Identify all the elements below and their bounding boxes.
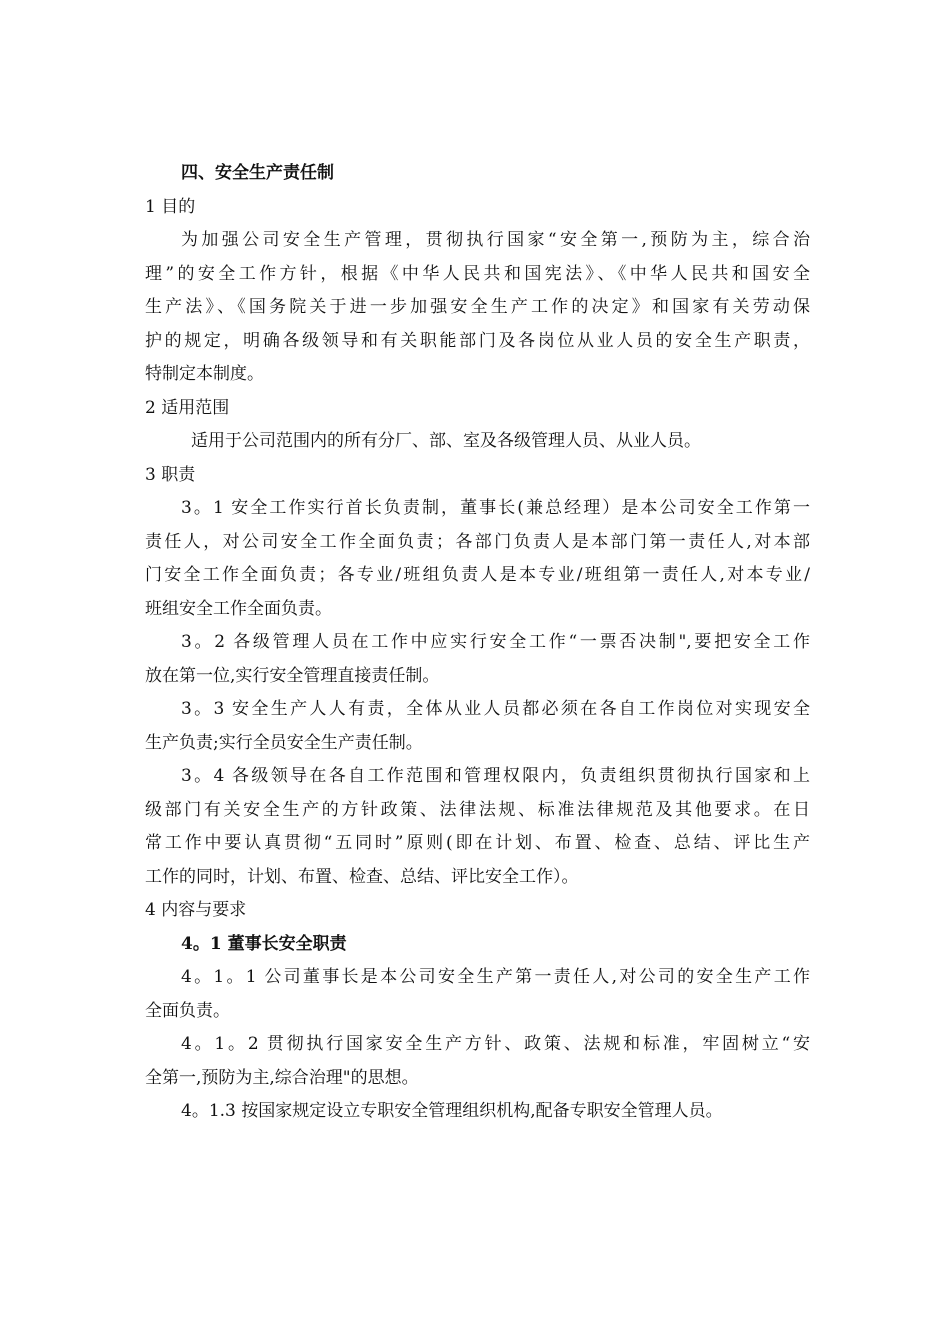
paragraph-line: 责任人，对公司安全工作全面负责；各部门负责人是本部门第一责任人,对本部 xyxy=(145,531,810,552)
paragraph-line: 级部门有关安全生产的方针政策、法律法规、标准法律规范及其他要求。在日 xyxy=(145,799,810,820)
paragraph-line: 3。2 各级管理人员在工作中应实行安全工作“一票否决制",要把安全工作 xyxy=(181,632,810,652)
paragraph-line: 3。3 安全生产人人有责，全体从业人员都必须在各自工作岗位对实现安全 xyxy=(181,699,810,719)
section-title-purpose: 1 目的 xyxy=(145,196,196,217)
paragraph-line: 全面负责。 xyxy=(145,1000,230,1021)
section-title-scope: 2 适用范围 xyxy=(145,397,230,418)
paragraph-line: 4。1。1 公司董事长是本公司安全生产第一责任人,对公司的安全生产工作 xyxy=(181,967,810,987)
paragraph-line: 3。1 安全工作实行首长负责制，董事长(兼总经理）是本公司安全工作第一 xyxy=(181,498,810,518)
subsection-heading: 4。1 董事长安全职责 xyxy=(181,933,347,954)
paragraph-line: 为加强公司安全生产管理，贯彻执行国家“安全第一,预防为主，综合治 xyxy=(181,230,810,250)
paragraph-line: 生产法》、《国务院关于进一步加强安全生产工作的决定》和国家有关劳动保 xyxy=(145,297,810,317)
section-title-requirements: 4 内容与要求 xyxy=(145,900,247,920)
paragraph-line: 特制定本制度。 xyxy=(145,364,264,384)
paragraph-line: 工作的同时，计划、布置、检查、总结、评比安全工作）。 xyxy=(145,866,579,887)
paragraph-line: 班组安全工作全面负责。 xyxy=(145,598,332,619)
paragraph-line: 护的规定，明确各级领导和有关职能部门及各岗位从业人员的安全生产职责， xyxy=(145,330,810,351)
document-body xyxy=(145,157,810,1129)
paragraph-line: 4。1.3 按国家规定设立专职安全管理组织机构,配备专职安全管理人员。 xyxy=(181,1101,723,1121)
section-heading: 四、安全生产责任制 xyxy=(181,163,334,183)
paragraph-line: 理”的安全工作方针，根据《中华人民共和国宪法》、《中华人民共和国安全 xyxy=(145,263,810,284)
paragraph-line: 全第一,预防为主,综合治理"的思想。 xyxy=(145,1067,419,1088)
paragraph-line: 门安全工作全面负责；各专业/班组负责人是本专业/班组第一责任人,对本专业/ xyxy=(145,565,810,585)
paragraph-line: 放在第一位,实行安全管理直接责任制。 xyxy=(145,665,440,686)
paragraph-line: 3。4 各级领导在各自工作范围和管理权限内，负责组织贯彻执行国家和上 xyxy=(181,766,810,786)
paragraph-line: 4。1。2 贯彻执行国家安全生产方针、政策、法规和标准，牢固树立“安 xyxy=(181,1034,810,1054)
paragraph-line: 生产负责;实行全员安全生产责任制。 xyxy=(145,732,423,753)
paragraph-line: 适用于公司范围内的所有分厂、部、室及各级管理人员、从业人员。 xyxy=(191,431,701,451)
section-title-duties: 3 职责 xyxy=(145,464,196,485)
paragraph-line: 常工作中要认真贯彻“五同时”原则(即在计划、布置、检查、总结、评比生产 xyxy=(145,833,810,853)
